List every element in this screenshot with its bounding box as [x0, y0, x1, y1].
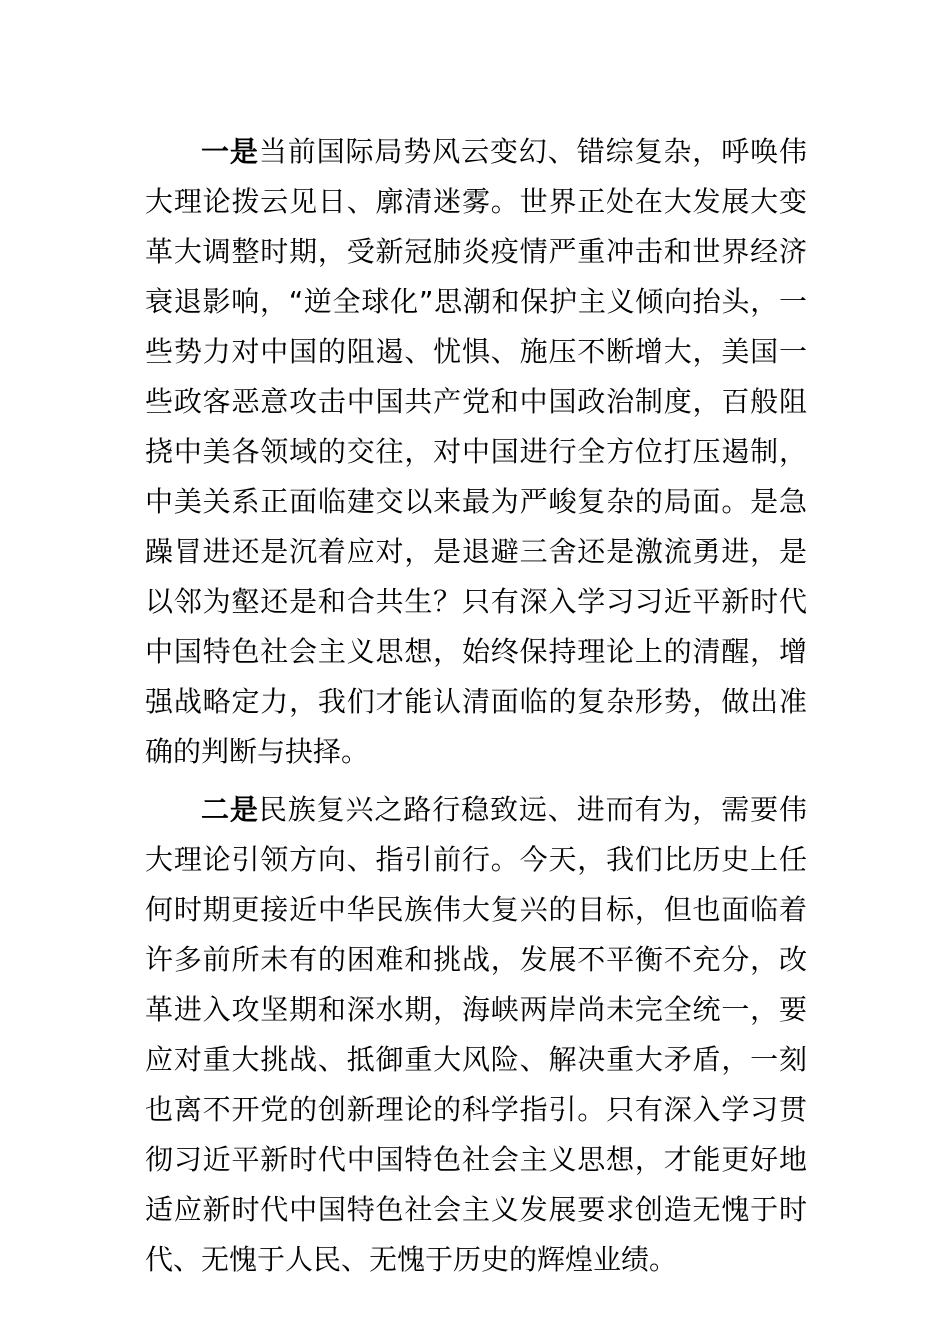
paragraph-1 — [145, 127, 807, 777]
paragraph-2-text: 民族复兴之路行稳致远、进而有为，需要伟大理论引领方向、指引前行。今天，我们比历史上任何时期更接近中华民族伟大复兴的目标，但也面临着许多前所未有的困难和挑战，发展不平衡不充分，改革进入攻坚期和深水期，海峡两岸尚未完全统一，要应对重大挑战、抵御重大风险、解决重大矛盾，一刻也离不开党的创新理论的科学指引。只有深入学习贯彻习近平新时代中国特色社会主义思想，才能更好地适应新时代中国特色社会主义发展要求创造无愧于时代、无愧于人民、无愧于历史的辉煌业绩。 — [145, 793, 807, 1276]
paragraph-1-text: 当前国际局势风云变幻、错综复杂，呼唤伟大理论拨云见日、廓清迷雾。世界正处在大发展大变革大调整时期，受新冠肺炎疫情严重冲击和世界经济衰退影响，“逆全球化”思潮和保护主义倾向抬头，一些势力对中国的阻遏、忧惧、施压不断增大，美国一些政客恶意攻击中国共产党和中国政治制度，百般阻挠中美各领域的交往，对中国进行全方位打压遏制，中美关系正面临建交以来最为严峻复杂的局面。是急躁冒进还是沉着应对，是退避三舍还是激流勇进，是以邻为壑还是和合共生？只有深入学习习近平新时代中国特色社会主义思想，始终保持理论上的清醒，增强战略定力，我们才能认清面临的复杂形势，做出准确的判断与抉择。 — [145, 135, 807, 768]
document-body — [145, 127, 807, 1285]
paragraph-1-lead: 一是 — [201, 135, 259, 168]
paragraph-2-lead: 二是 — [201, 793, 259, 826]
paragraph-2 — [145, 785, 807, 1285]
